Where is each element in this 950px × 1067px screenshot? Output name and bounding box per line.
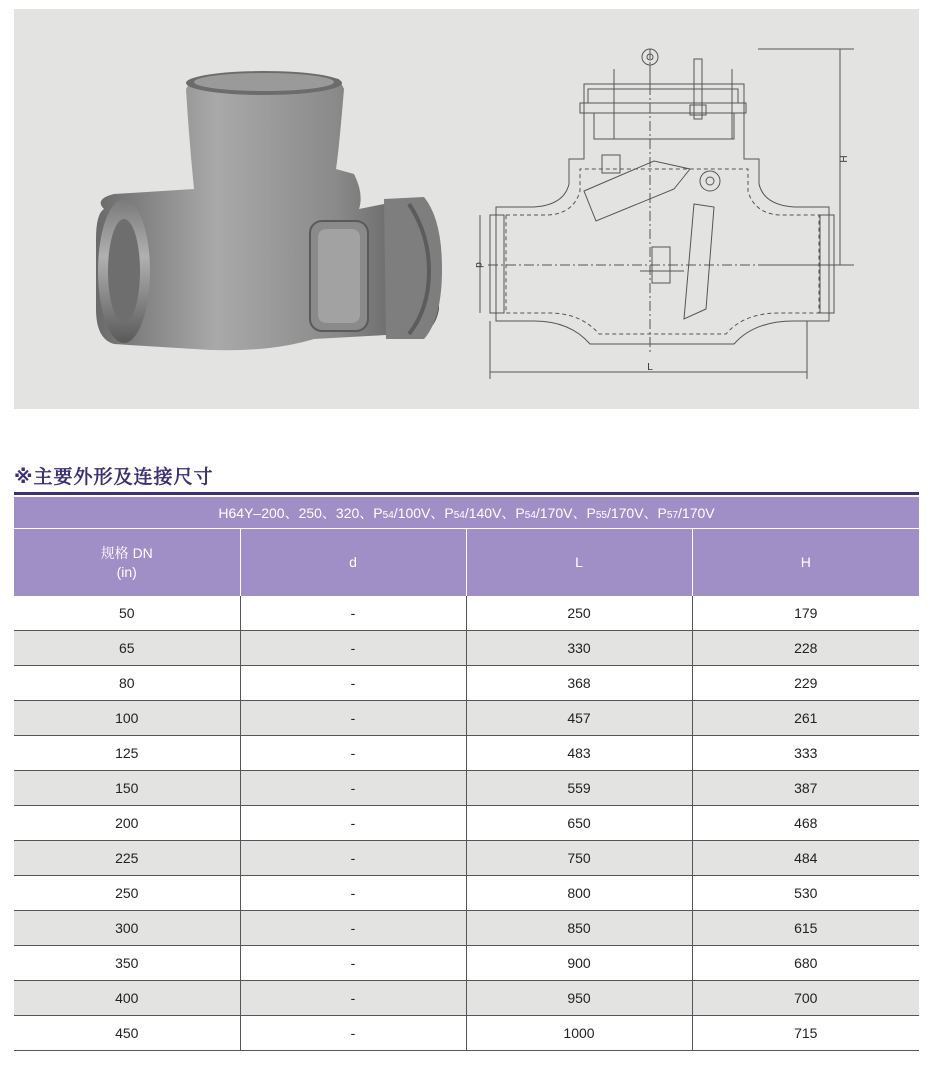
- table-header-row: [14, 529, 919, 597]
- model-letter: P: [373, 504, 383, 521]
- cell-d: -: [240, 596, 466, 631]
- cell-h: 700: [692, 981, 919, 1016]
- cell-h: 261: [692, 701, 919, 736]
- cell-l: 750: [466, 841, 692, 876]
- cell-l: 457: [466, 701, 692, 736]
- table-row: [14, 666, 919, 701]
- header-h: H: [692, 529, 919, 597]
- cell-h: 484: [692, 841, 919, 876]
- cell-l: 800: [466, 876, 692, 911]
- table-row: [14, 771, 919, 806]
- header-dn-line1: 规格 DN: [100, 544, 153, 561]
- cell-h: 680: [692, 946, 919, 981]
- dimension-label-h: H: [837, 155, 848, 163]
- cell-d: -: [240, 806, 466, 841]
- cell-l: 250: [466, 596, 692, 631]
- cell-dn: 100: [14, 701, 240, 736]
- product-figure: [14, 9, 919, 409]
- header-l: L: [466, 529, 692, 597]
- cell-l: 900: [466, 946, 692, 981]
- cell-d: -: [240, 841, 466, 876]
- model-subscript: 54: [382, 509, 394, 521]
- cell-dn: 65: [14, 631, 240, 666]
- cell-h: 615: [692, 911, 919, 946]
- cell-dn: 125: [14, 736, 240, 771]
- cell-h: 228: [692, 631, 919, 666]
- model-rest: /170V: [678, 504, 715, 521]
- table-row: [14, 596, 919, 631]
- table-row: [14, 946, 919, 981]
- table-row: [14, 841, 919, 876]
- model-item: [586, 505, 657, 521]
- model-subscript: 57: [666, 509, 679, 521]
- cell-h: 333: [692, 736, 919, 771]
- model-item: [658, 505, 715, 521]
- model-prefix: H64Y–200、250、320、: [218, 504, 374, 521]
- dimension-table: [14, 497, 919, 1051]
- cell-l: 650: [466, 806, 692, 841]
- model-item: [515, 505, 586, 521]
- cell-h: 229: [692, 666, 919, 701]
- table-row: [14, 981, 919, 1016]
- cell-dn: 250: [14, 876, 240, 911]
- model-subscript: 54: [453, 509, 465, 521]
- header-dn-line2: (in): [116, 563, 137, 580]
- cell-d: -: [240, 631, 466, 666]
- table-row: [14, 1016, 919, 1051]
- header-d: d: [240, 529, 466, 597]
- cell-h: 530: [692, 876, 919, 911]
- valve-photo: [96, 71, 442, 350]
- cell-dn: 80: [14, 666, 240, 701]
- dimension-label-l: L: [647, 362, 653, 373]
- cell-d: -: [240, 876, 466, 911]
- model-list: [14, 497, 919, 529]
- model-row: [14, 497, 919, 529]
- table-row: [14, 701, 919, 736]
- cell-d: -: [240, 981, 466, 1016]
- cell-h: 715: [692, 1016, 919, 1051]
- cell-d: -: [240, 701, 466, 736]
- cell-dn: 225: [14, 841, 240, 876]
- cell-h: 179: [692, 596, 919, 631]
- cell-dn: 300: [14, 911, 240, 946]
- cell-dn: 350: [14, 946, 240, 981]
- model-rest: /170V、: [606, 504, 658, 521]
- cell-l: 850: [466, 911, 692, 946]
- table-row: [14, 911, 919, 946]
- cell-dn: 450: [14, 1016, 240, 1051]
- model-letter: P: [444, 504, 454, 521]
- cell-dn: 200: [14, 806, 240, 841]
- valve-technical-drawing: [480, 49, 854, 379]
- cell-d: -: [240, 911, 466, 946]
- cell-dn: 150: [14, 771, 240, 806]
- model-rest: /170V、: [535, 504, 587, 521]
- cell-d: -: [240, 946, 466, 981]
- model-item: [373, 505, 444, 521]
- model-rest: /140V、: [464, 504, 516, 521]
- model-item: [444, 505, 515, 521]
- cell-h: 468: [692, 806, 919, 841]
- model-rest: /100V、: [393, 504, 445, 521]
- model-letter: P: [657, 504, 667, 521]
- table-row: [14, 806, 919, 841]
- product-figure-panel: [14, 9, 919, 409]
- cell-d: -: [240, 771, 466, 806]
- table-row: [14, 736, 919, 771]
- model-subscript: 54: [524, 509, 536, 521]
- dimension-label-d: d: [473, 262, 484, 268]
- cell-d: -: [240, 666, 466, 701]
- model-subscript: 55: [595, 509, 607, 521]
- cell-dn: 50: [14, 596, 240, 631]
- cell-l: 950: [466, 981, 692, 1016]
- cell-dn: 400: [14, 981, 240, 1016]
- cell-l: 368: [466, 666, 692, 701]
- header-dn: [14, 529, 240, 597]
- cell-d: -: [240, 1016, 466, 1051]
- cell-l: 1000: [466, 1016, 692, 1051]
- cell-h: 387: [692, 771, 919, 806]
- model-letter: P: [586, 504, 596, 521]
- model-letter: P: [515, 504, 525, 521]
- cell-d: -: [240, 736, 466, 771]
- cell-l: 330: [466, 631, 692, 666]
- section-title: ※主要外形及连接尺寸: [14, 466, 214, 488]
- table-row: [14, 631, 919, 666]
- title-divider: [14, 492, 919, 495]
- table-row: [14, 876, 919, 911]
- cell-l: 483: [466, 736, 692, 771]
- cell-l: 559: [466, 771, 692, 806]
